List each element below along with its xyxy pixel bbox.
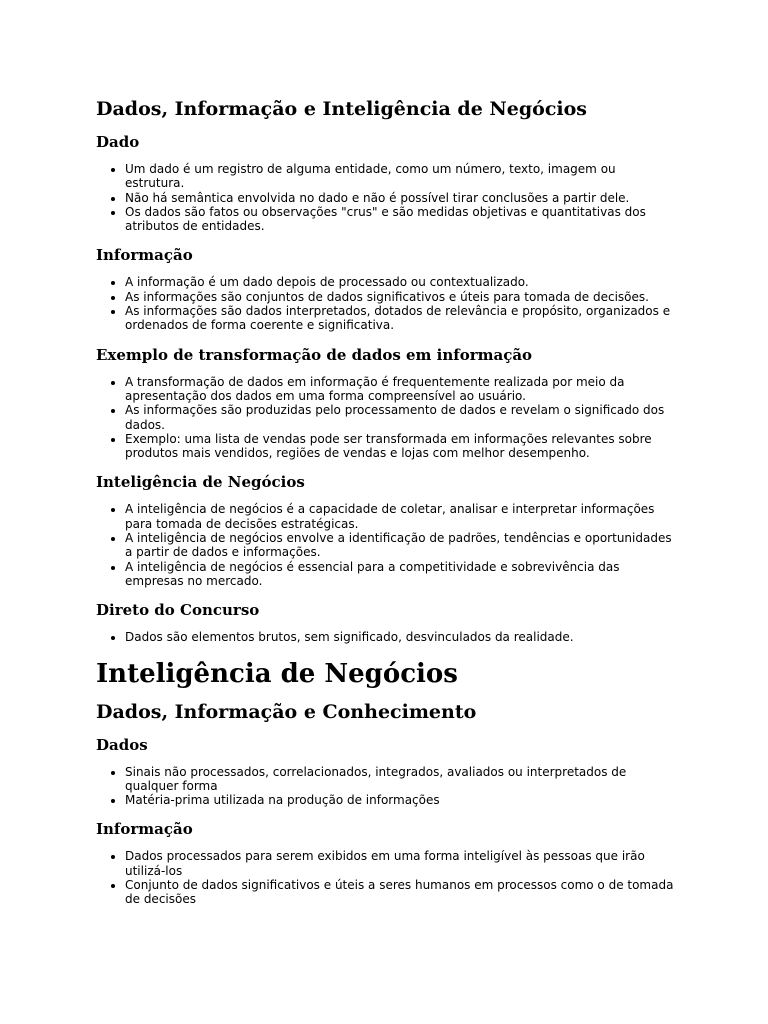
section: [96, 472, 676, 588]
list-item: • A inteligência de negócios envolve a identificação de padrões, tendências e oportunidades a partir de dados e informações.: [125, 531, 676, 560]
list-item: • As informações são dados interpretados, dotados de relevância e propósito, organizados e ordenados de forma coerente e significativa.: [125, 304, 676, 333]
section-heading: Direto do Concurso: [96, 601, 260, 620]
bullet-list: [96, 849, 676, 906]
section: [96, 735, 676, 808]
bullet-list: [96, 375, 676, 461]
list-item: • Exemplo: uma lista de vendas pode ser transformada em informações relevantes sobre produtos mais vendidos, regiões de vendas e lojas com melhor desempenho.: [125, 432, 676, 461]
section: [96, 819, 676, 906]
document-title: Dados, Informação e Inteligência de Negócios: [96, 98, 587, 120]
section: [96, 600, 676, 644]
list-item: • Sinais não processados, correlacionados, integrados, avaliados ou interpretados de qualquer forma: [125, 765, 676, 794]
list-item: • Dados processados para serem exibidos em uma forma inteligível às pessoas que irão utilizá-los: [125, 849, 676, 878]
document: [96, 96, 676, 919]
list-item: • Não há semântica envolvida no dado e não é possível tirar conclusões a partir dele.: [125, 191, 676, 205]
section: [96, 132, 676, 233]
section: [96, 345, 676, 461]
bullet-list: [96, 765, 676, 808]
list-item: • Matéria-prima utilizada na produção de informações: [125, 793, 676, 807]
list-item: • Os dados são fatos ou observações "crus" e são medidas objetivas e quantitativas dos atributos de entidades.: [125, 205, 676, 234]
section-heading: Inteligência de Negócios: [96, 473, 305, 492]
list-item: • A inteligência de negócios é essencial para a competitividade e sobrevivência das empresas no mercado.: [125, 560, 676, 589]
sub-title: Dados, Informação e Conhecimento: [96, 700, 477, 723]
bullet-list: [96, 630, 676, 644]
bullet-list: [96, 275, 676, 332]
list-item: • As informações são produzidas pelo processamento de dados e revelam o significado dos dados.: [125, 403, 676, 432]
list-item: • Conjunto de dados significativos e úteis a seres humanos em processos como o de tomada de decisões: [125, 878, 676, 907]
sections-group-1: [96, 132, 676, 645]
section-heading: Dado: [96, 133, 140, 151]
list-item: • Um dado é um registro de alguma entidade, como um número, texto, imagem ou estrutura.: [125, 162, 676, 191]
list-item: • Dados são elementos brutos, sem significado, desvinculados da realidade.: [125, 630, 676, 644]
section-heading: Dados: [96, 735, 148, 754]
section-heading: Informação: [96, 246, 193, 265]
list-item: • As informações são conjuntos de dados significativos e úteis para tomada de decisões.: [125, 290, 676, 304]
section-heading: Informação: [96, 820, 193, 839]
section: [96, 245, 676, 332]
bullet-list: [96, 502, 676, 588]
list-item: • A transformação de dados em informação é frequentemente realizada por meio da apresentação dos dados em uma forma compreensível ao usuário.: [125, 375, 676, 404]
list-item: • A informação é um dado depois de processado ou contextualizado.: [125, 275, 676, 289]
list-item: • A inteligência de negócios é a capacidade de coletar, analisar e interpretar informações para tomada de decisões estratégicas.: [125, 502, 676, 531]
section-heading: Exemplo de transformação de dados em informação: [96, 345, 533, 364]
bullet-list: [96, 162, 676, 233]
sections-group-2: [96, 735, 676, 907]
main-title: Inteligência de Negócios: [96, 658, 458, 689]
